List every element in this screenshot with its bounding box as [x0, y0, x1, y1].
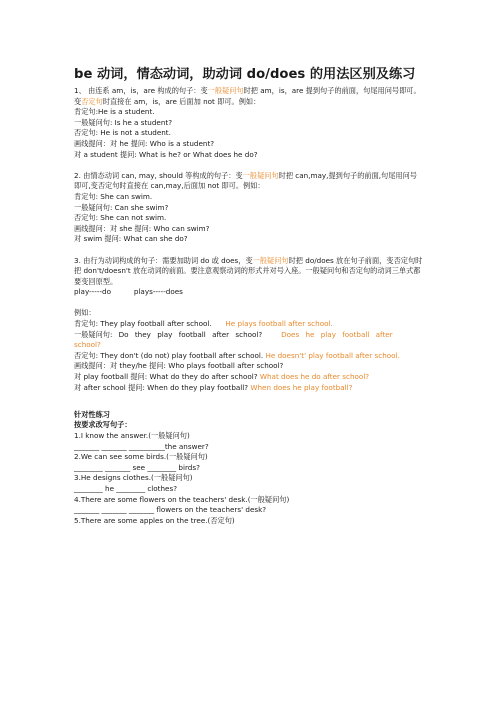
- s2-question: 一般疑问句: Can she swim?: [74, 202, 169, 212]
- s1-affirmative: 肯定句:He is a student.: [74, 107, 155, 117]
- exercise-blank-line: ________ _______ see ________ birds?: [74, 462, 200, 472]
- s3-affirmative: 肯定句: They play football after school. He plays football after school.: [74, 319, 333, 329]
- exercise-line: 1.I know the answer.(一般疑问句): [74, 431, 190, 440]
- s3-wh2-he: What does he do after school?: [259, 372, 370, 382]
- exercise-list: [74, 431, 424, 526]
- s3-affirmative-he: He plays football after school.: [225, 319, 333, 329]
- document-title: be 动词，情态动词，助动词 do/does 的用法区别及练习: [74, 67, 416, 82]
- s3-verb-pair: play-----do plays-----does: [74, 287, 183, 297]
- s3-negative-he: He doesn't' play: [265, 350, 324, 360]
- s3-wh1: 画线提问：对 they/he 提问: Who plays football after school?: [74, 361, 284, 371]
- s3-example-label: 例如：: [74, 308, 96, 318]
- s1-wh2: 对 a student 提问: What is he? or What does he do?: [74, 149, 258, 159]
- highlight-negative: 否定句: [81, 96, 103, 106]
- s1-wh1: 画线提问：对 he 提问: Who is a student?: [74, 138, 215, 148]
- exercise-line: 5.There are some apples on the tree.(否定句): [74, 515, 235, 525]
- highlight-question: 一般疑问句: [207, 86, 244, 95]
- s3-negative: 否定句: They don't (do not) play football after school. He doesn't' play football after school.: [74, 350, 400, 360]
- document-body: [74, 86, 424, 526]
- s3-question-he: Does he play football after school?: [74, 329, 393, 350]
- s3-question: 一般疑问句: Do they play football after school? Does he play football after school?: [74, 329, 393, 350]
- exercise-line: 2.We can see some birds.(一般疑问句): [74, 452, 208, 462]
- s1-question: 一般疑问句: Is he a student?: [74, 117, 173, 127]
- s3-wh3: 对 after school 提问: When do they play football? When does he play football?: [74, 382, 353, 392]
- s2-wh1: 画线提问：对 she 提问: Who can swim?: [74, 223, 210, 233]
- s3-wh2: 对 play football 提问: What do they do after school? What does he do after school?: [74, 372, 370, 382]
- exercise-blank-line: ________ he ________ clothes?: [74, 483, 178, 493]
- s3-intro: 3. 由行为动词构成的句子：需要加助词 do 或 does，变一般疑问句时把 do/does 放在句子前面，变否定句时把 don't/doesn't 放在动词的前面。要注意观察动词的形式并对号入座。一般疑问句和否定句的动词三单式都要变回原型。: [74, 255, 423, 286]
- exercise-subheading: 按要求改写句子：: [74, 420, 132, 430]
- exercise-line: 4.There are some flowers on the teachers' desk.(一般疑问句): [74, 494, 290, 504]
- exercise-line: 3.He designs clothes.(一般疑问句): [74, 473, 193, 483]
- exercise-blank-line: _______ _______ _______ flowers on the teachers' desk?: [74, 505, 267, 515]
- highlight-question: 一般疑问句: [242, 170, 279, 180]
- s1-intro: 1、 由连系 am，is，are 构成的句子：变一般疑问句时把 am，is，are 提到句子的前面，句尾用问号即可。变否定句时直接在 am，is，are 后面加 not 即可。例如：: [74, 86, 421, 106]
- exercise-blank-line: _______ _______ __________the answer?: [74, 441, 209, 451]
- s1-negative: 否定句: He is not a student.: [74, 128, 171, 138]
- s2-intro: 2. 由情态动词 can, may, should 等构成的句子：变一般疑问句时把 can,may,提到句子的前面,句尾用问号即可,变否定句时直接在 can,may,后面加 not 即可。例如：: [74, 170, 417, 191]
- exercise-heading: 针对性练习: [74, 409, 110, 419]
- s2-negative: 否定句: She can not swim.: [74, 213, 167, 223]
- highlight-question: 一般疑问句: [252, 255, 289, 265]
- s2-affirmative: 肯定句: She can swim.: [74, 191, 153, 201]
- s2-wh2: 对 swim 提问: What can she do?: [74, 234, 188, 244]
- s3-wh3-he: When does he play football?: [250, 382, 353, 392]
